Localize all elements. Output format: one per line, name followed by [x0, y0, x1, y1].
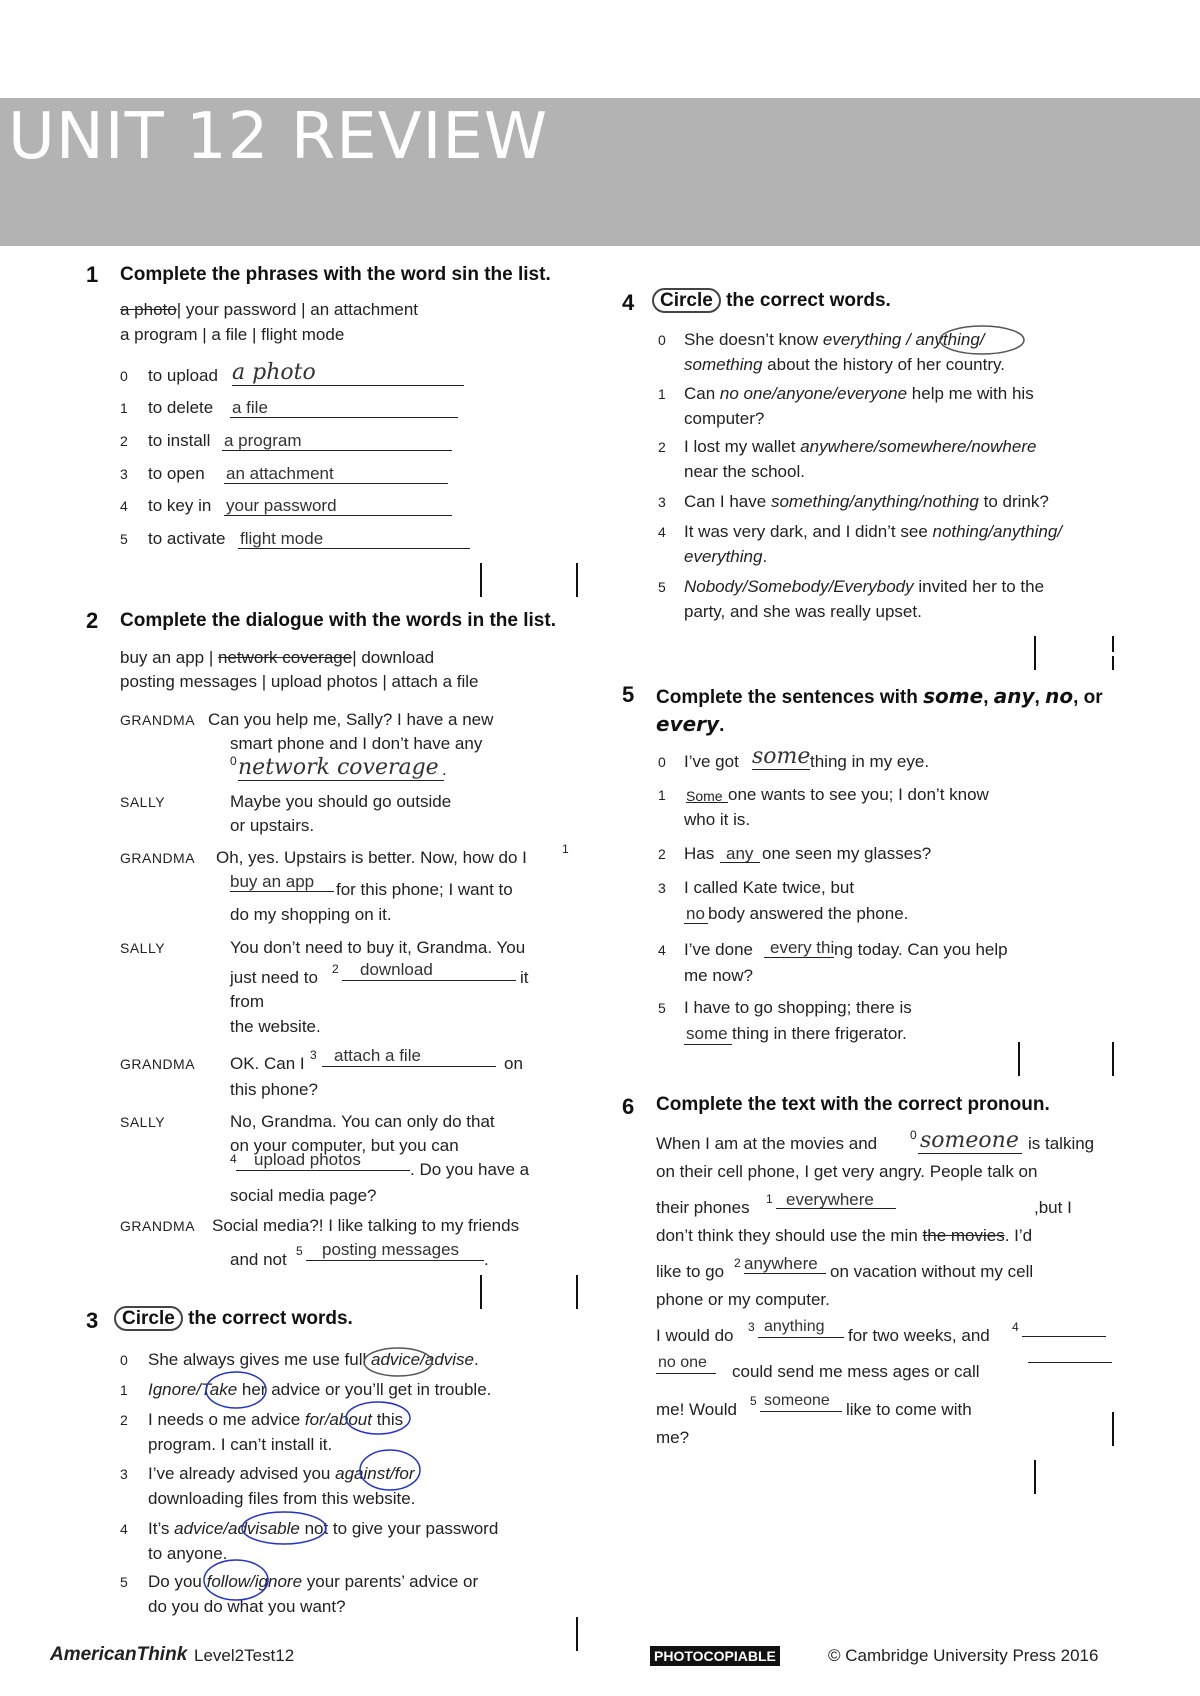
footer-level: Level2Test12 [194, 1646, 295, 1665]
answer: an attachment [226, 464, 334, 483]
item-text: body answered the phone. [708, 904, 909, 923]
choice-options: no one/anyone/everyone [719, 384, 908, 403]
item-text-part: about the history of her country. [762, 355, 1005, 374]
dialogue-line: on your computer, but you can [230, 1136, 459, 1155]
choice-options: advice/advise [371, 1350, 475, 1369]
item-number: 5 [120, 531, 128, 547]
section-2-title: Complete the dialogue with the words in the list. [120, 610, 556, 631]
text-line: I would do [656, 1326, 734, 1345]
choice-options: everything / anything/ [822, 330, 985, 349]
section-2-word-list-line2: posting messages | upload photos | attach a file [120, 672, 479, 691]
text-line: me! Would [656, 1400, 737, 1419]
speaker-grandma: GRANDMA [120, 850, 196, 866]
speaker-sally: SALLY [120, 794, 166, 810]
item-text-part: to anyone. [148, 1544, 228, 1563]
choice-options: Nobody/Somebody/Everybody [684, 577, 914, 596]
answer-circle [364, 1348, 432, 1376]
answer: someone [764, 1392, 830, 1409]
word-list-part: | download [352, 648, 435, 667]
dialogue-line: just need to [230, 968, 318, 987]
word-list-struck: a photo [120, 300, 177, 319]
item-lead: to upload [148, 366, 218, 385]
choice-options: anywhere/somewhere/nowhere [800, 437, 1037, 456]
choice-options: follow/ignore [206, 1572, 303, 1591]
answer: some [686, 1024, 728, 1043]
title-punct: , [1073, 687, 1079, 708]
text-line: their phones [656, 1198, 750, 1217]
answer: your password [226, 496, 337, 515]
dialogue-line: Can you help me, Sally? I have a new [208, 710, 494, 729]
text-line: is talking [1028, 1134, 1095, 1153]
text-line: on vacation without my cell [830, 1262, 1034, 1281]
answer-circle [940, 326, 1024, 354]
answer: no one [658, 1354, 707, 1371]
gap-number: 1 [766, 1192, 773, 1206]
item-text-part: help me with his [907, 384, 1034, 403]
choice-options: advice/advisable [174, 1519, 300, 1538]
item-text: Has [684, 844, 715, 863]
item-number: 0 [120, 368, 128, 384]
item-text-part: Can [684, 384, 720, 403]
item-text: I have to go shopping; there is [684, 998, 912, 1017]
item-text-part: I lost my wallet [684, 437, 801, 456]
dialogue-line: social media page? [230, 1186, 377, 1205]
item-number: 2 [120, 433, 128, 449]
item-text: one seen my glasses? [762, 844, 932, 863]
text-line: phone or my computer. [656, 1290, 830, 1309]
dialogue-punct: . [484, 1250, 489, 1269]
gap-number: 2 [332, 962, 339, 976]
answer: someone [920, 1128, 1019, 1153]
speaker-grandma: GRANDMA [120, 1056, 196, 1072]
item-lead: to install [148, 431, 211, 450]
item-text: I called Kate twice, but [684, 878, 855, 897]
dialogue-line: You don’t need to buy it, Grandma. You [230, 938, 526, 957]
gap-number: 3 [748, 1320, 755, 1334]
item-number: 4 [120, 498, 128, 514]
section-1-word-list-line2: a program | a file | flight mode [120, 325, 345, 344]
item-text-part: computer? [684, 409, 765, 428]
item-text-part: She always gives me use full [148, 1350, 371, 1369]
answer-circle [242, 1512, 326, 1544]
item-text: who it is. [684, 810, 751, 829]
title-text: or [1083, 687, 1103, 708]
item-text-part: this [371, 1410, 404, 1429]
answer: flight mode [240, 529, 324, 548]
item-number: 1 [120, 1382, 128, 1398]
answer: download [360, 960, 433, 979]
choice-options: Ignore/Take [148, 1380, 238, 1399]
text-line: on their cell phone, I get very angry. People talk on [656, 1162, 1038, 1181]
gap-number: 3 [310, 1048, 317, 1062]
answer: any [726, 844, 754, 863]
choice-options: something [684, 355, 763, 374]
text-line: like to come with [846, 1400, 972, 1419]
speaker-grandma: GRANDMA [120, 1218, 196, 1234]
item-number: 0 [658, 332, 666, 348]
choice-options: something/anything/nothing [770, 492, 979, 511]
title-rest: the correct words. [188, 1308, 353, 1329]
answer: no [686, 904, 705, 923]
text-line: When I am at the movies and [656, 1134, 878, 1153]
section-3-number: 3 [86, 1308, 99, 1333]
item-text-part: It’s [148, 1519, 175, 1538]
title-rest: the correct words. [726, 290, 891, 311]
item-number: 2 [120, 1412, 128, 1428]
item-text-part: I’ve already advised you [148, 1464, 336, 1483]
dialogue-line: this phone? [230, 1080, 318, 1099]
answer: upload photos [254, 1150, 361, 1169]
item-text: one wants to see you; I don’t know [728, 785, 989, 804]
item-lead: to open [148, 464, 205, 483]
item-lead: to key in [148, 496, 212, 515]
footer-brand: AmericanThink [50, 1644, 188, 1665]
item-text: me now? [684, 966, 753, 985]
dialogue-line: OK. Can I [230, 1054, 305, 1073]
dialogue-line: the website. [230, 1017, 321, 1036]
section-4-number: 4 [622, 290, 635, 315]
gap-number: 5 [750, 1394, 757, 1408]
gap-number: 0 [910, 1128, 917, 1142]
title-punct: , [1034, 687, 1040, 708]
item-text-part: your parents’ advice or [302, 1572, 479, 1591]
gap-number: 4 [1012, 1320, 1019, 1334]
answer-circle [206, 1372, 266, 1408]
choice-options: everything [684, 547, 763, 566]
answer: some [752, 744, 811, 769]
answer: a photo [232, 360, 316, 385]
dialogue-line: and not [230, 1250, 287, 1269]
item-text-part: . [474, 1350, 479, 1369]
item-text: thing in there frigerator. [732, 1024, 907, 1043]
title-text: Complete the sentences with [656, 687, 918, 708]
item-text: I’ve done [684, 940, 753, 959]
answer: attach a file [334, 1046, 421, 1065]
choice-options: against/for [335, 1464, 415, 1483]
section-6-title: Complete the text with the correct pronoun. [656, 1094, 1050, 1115]
item-number: 3 [120, 1466, 128, 1482]
item-number: 1 [658, 787, 666, 803]
item-number: 2 [658, 439, 666, 455]
keyword-any: any [993, 684, 1035, 708]
item-text-part: I needs o me advice [148, 1410, 305, 1429]
answer-circle [204, 1560, 268, 1600]
speaker-sally: SALLY [120, 940, 166, 956]
section-2-number: 2 [86, 608, 99, 633]
circle-word: Circle [114, 1306, 183, 1331]
item-lead: to activate [148, 529, 226, 548]
keyword-no: no [1045, 684, 1074, 708]
choice-options: nothing/anything/ [932, 522, 1063, 541]
text-line: like to go [656, 1262, 725, 1281]
item-number: 0 [120, 1352, 128, 1368]
page-title: UNIT 12 REVIEW [8, 100, 549, 174]
choice-options: for/about [304, 1410, 372, 1429]
gap-number: 5 [296, 1244, 303, 1258]
word-list-line1: | your password | an attachment [176, 300, 419, 319]
photocopiable-badge: PHOTOCOPIABLE [650, 1646, 780, 1666]
item-number: 3 [658, 494, 666, 510]
answer-circle [346, 1402, 410, 1434]
text-part: . I’d [1004, 1226, 1033, 1245]
dialogue-line: Social media?! I like talking to my friends [212, 1216, 520, 1235]
dialogue-line: Oh, yes. Upstairs is better. Now, how do I [216, 848, 527, 867]
item-number: 4 [658, 524, 666, 540]
circle-word: Circle [652, 288, 721, 313]
item-number: 3 [120, 466, 128, 482]
item-number: 5 [120, 1574, 128, 1590]
text-line: for two weeks, and [848, 1326, 990, 1345]
answer: posting messages [322, 1240, 460, 1259]
dialogue-line: smart phone and I don’t have any [230, 734, 483, 753]
dialogue-line: Maybe you should go outside [230, 792, 452, 811]
item-text-part: not to give your password [299, 1519, 499, 1538]
item-number: 4 [658, 942, 666, 958]
answer: buy an app [230, 872, 315, 891]
item-lead: to delete [148, 398, 214, 417]
item-number: 1 [658, 386, 666, 402]
item-number: 5 [658, 1000, 666, 1016]
item-text-part: to drink? [978, 492, 1049, 511]
word-list-part: buy an app | [120, 648, 214, 667]
answer-circle [360, 1450, 420, 1490]
word-list-struck: network coverage [218, 648, 353, 667]
section-6-number: 6 [622, 1094, 635, 1119]
section-1-number: 1 [86, 262, 99, 287]
item-text-part: do you do what you want? [148, 1597, 346, 1616]
dialogue-line: for this phone; I want to [336, 880, 513, 899]
answer: a file [232, 398, 268, 417]
dialogue-line: . Do you have a [410, 1160, 530, 1179]
dialogue-line: No, Grandma. You can only do that [230, 1112, 495, 1131]
answer: Some [686, 788, 723, 804]
item-number: 2 [658, 846, 666, 862]
item-text-part: her advice or you’ll get in trouble. [237, 1380, 492, 1399]
text-part: don’t think they should use the min [656, 1226, 918, 1245]
item-number: 3 [658, 880, 666, 896]
keyword-some: some [923, 684, 984, 708]
title-punct: , [983, 687, 989, 708]
item-text-part: Can I have [684, 492, 771, 511]
footer-copyright: © Cambridge University Press 2016 [828, 1646, 1099, 1665]
item-text: ng today. Can you help [834, 940, 1008, 959]
dialogue-line: on [504, 1054, 523, 1073]
item-number: 0 [658, 754, 666, 770]
dialogue-line: or upstairs. [230, 816, 315, 835]
gap-number: 0 [230, 754, 237, 768]
item-text-part: program. I can’t install it. [148, 1435, 333, 1454]
item-number: 4 [120, 1521, 128, 1537]
item-number: 1 [120, 400, 128, 416]
keyword-every: every [656, 712, 720, 736]
gap-number: 4 [230, 1152, 237, 1166]
answer: anywhere [744, 1254, 818, 1273]
answer: anything [764, 1318, 825, 1335]
item-text: thing in my eye. [810, 752, 930, 771]
answer: every thi [770, 938, 835, 957]
gap-number: 2 [734, 1256, 741, 1270]
dialogue-punct: . [442, 760, 447, 779]
item-text-part: Do you [148, 1572, 207, 1591]
item-text-part: invited her to the [913, 577, 1045, 596]
answer: network coverage [238, 755, 439, 780]
dialogue-line: from [230, 992, 264, 1011]
struck-text: the movies [922, 1226, 1005, 1245]
item-number: 5 [658, 579, 666, 595]
section-1-title: Complete the phrases with the word sin the list. [120, 264, 551, 285]
title-punct: . [719, 715, 725, 736]
item-text-part: She doesn’t know [684, 330, 823, 349]
item-text-part: near the school. [684, 462, 805, 481]
gap-number: 1 [562, 842, 569, 856]
speaker-grandma: GRANDMA [120, 712, 196, 728]
item-text-part: . [762, 547, 768, 566]
item-text-part: downloading files from this website. [148, 1489, 416, 1508]
speaker-sally: SALLY [120, 1114, 166, 1130]
answer: a program [224, 431, 302, 450]
dialogue-line: it [520, 968, 529, 987]
dialogue-line: do my shopping on it. [230, 905, 392, 924]
item-text-part: party, and she was really upset. [684, 602, 922, 621]
item-text: I’ve got [684, 752, 739, 771]
text-line: me? [656, 1428, 690, 1447]
section-5-number: 5 [622, 682, 635, 707]
item-text-part: It was very dark, and I didn’t see [684, 522, 933, 541]
answer: everywhere [786, 1190, 874, 1209]
text-line: could send me mess ages or call [732, 1362, 980, 1381]
text-line: ,but I [1034, 1198, 1072, 1217]
